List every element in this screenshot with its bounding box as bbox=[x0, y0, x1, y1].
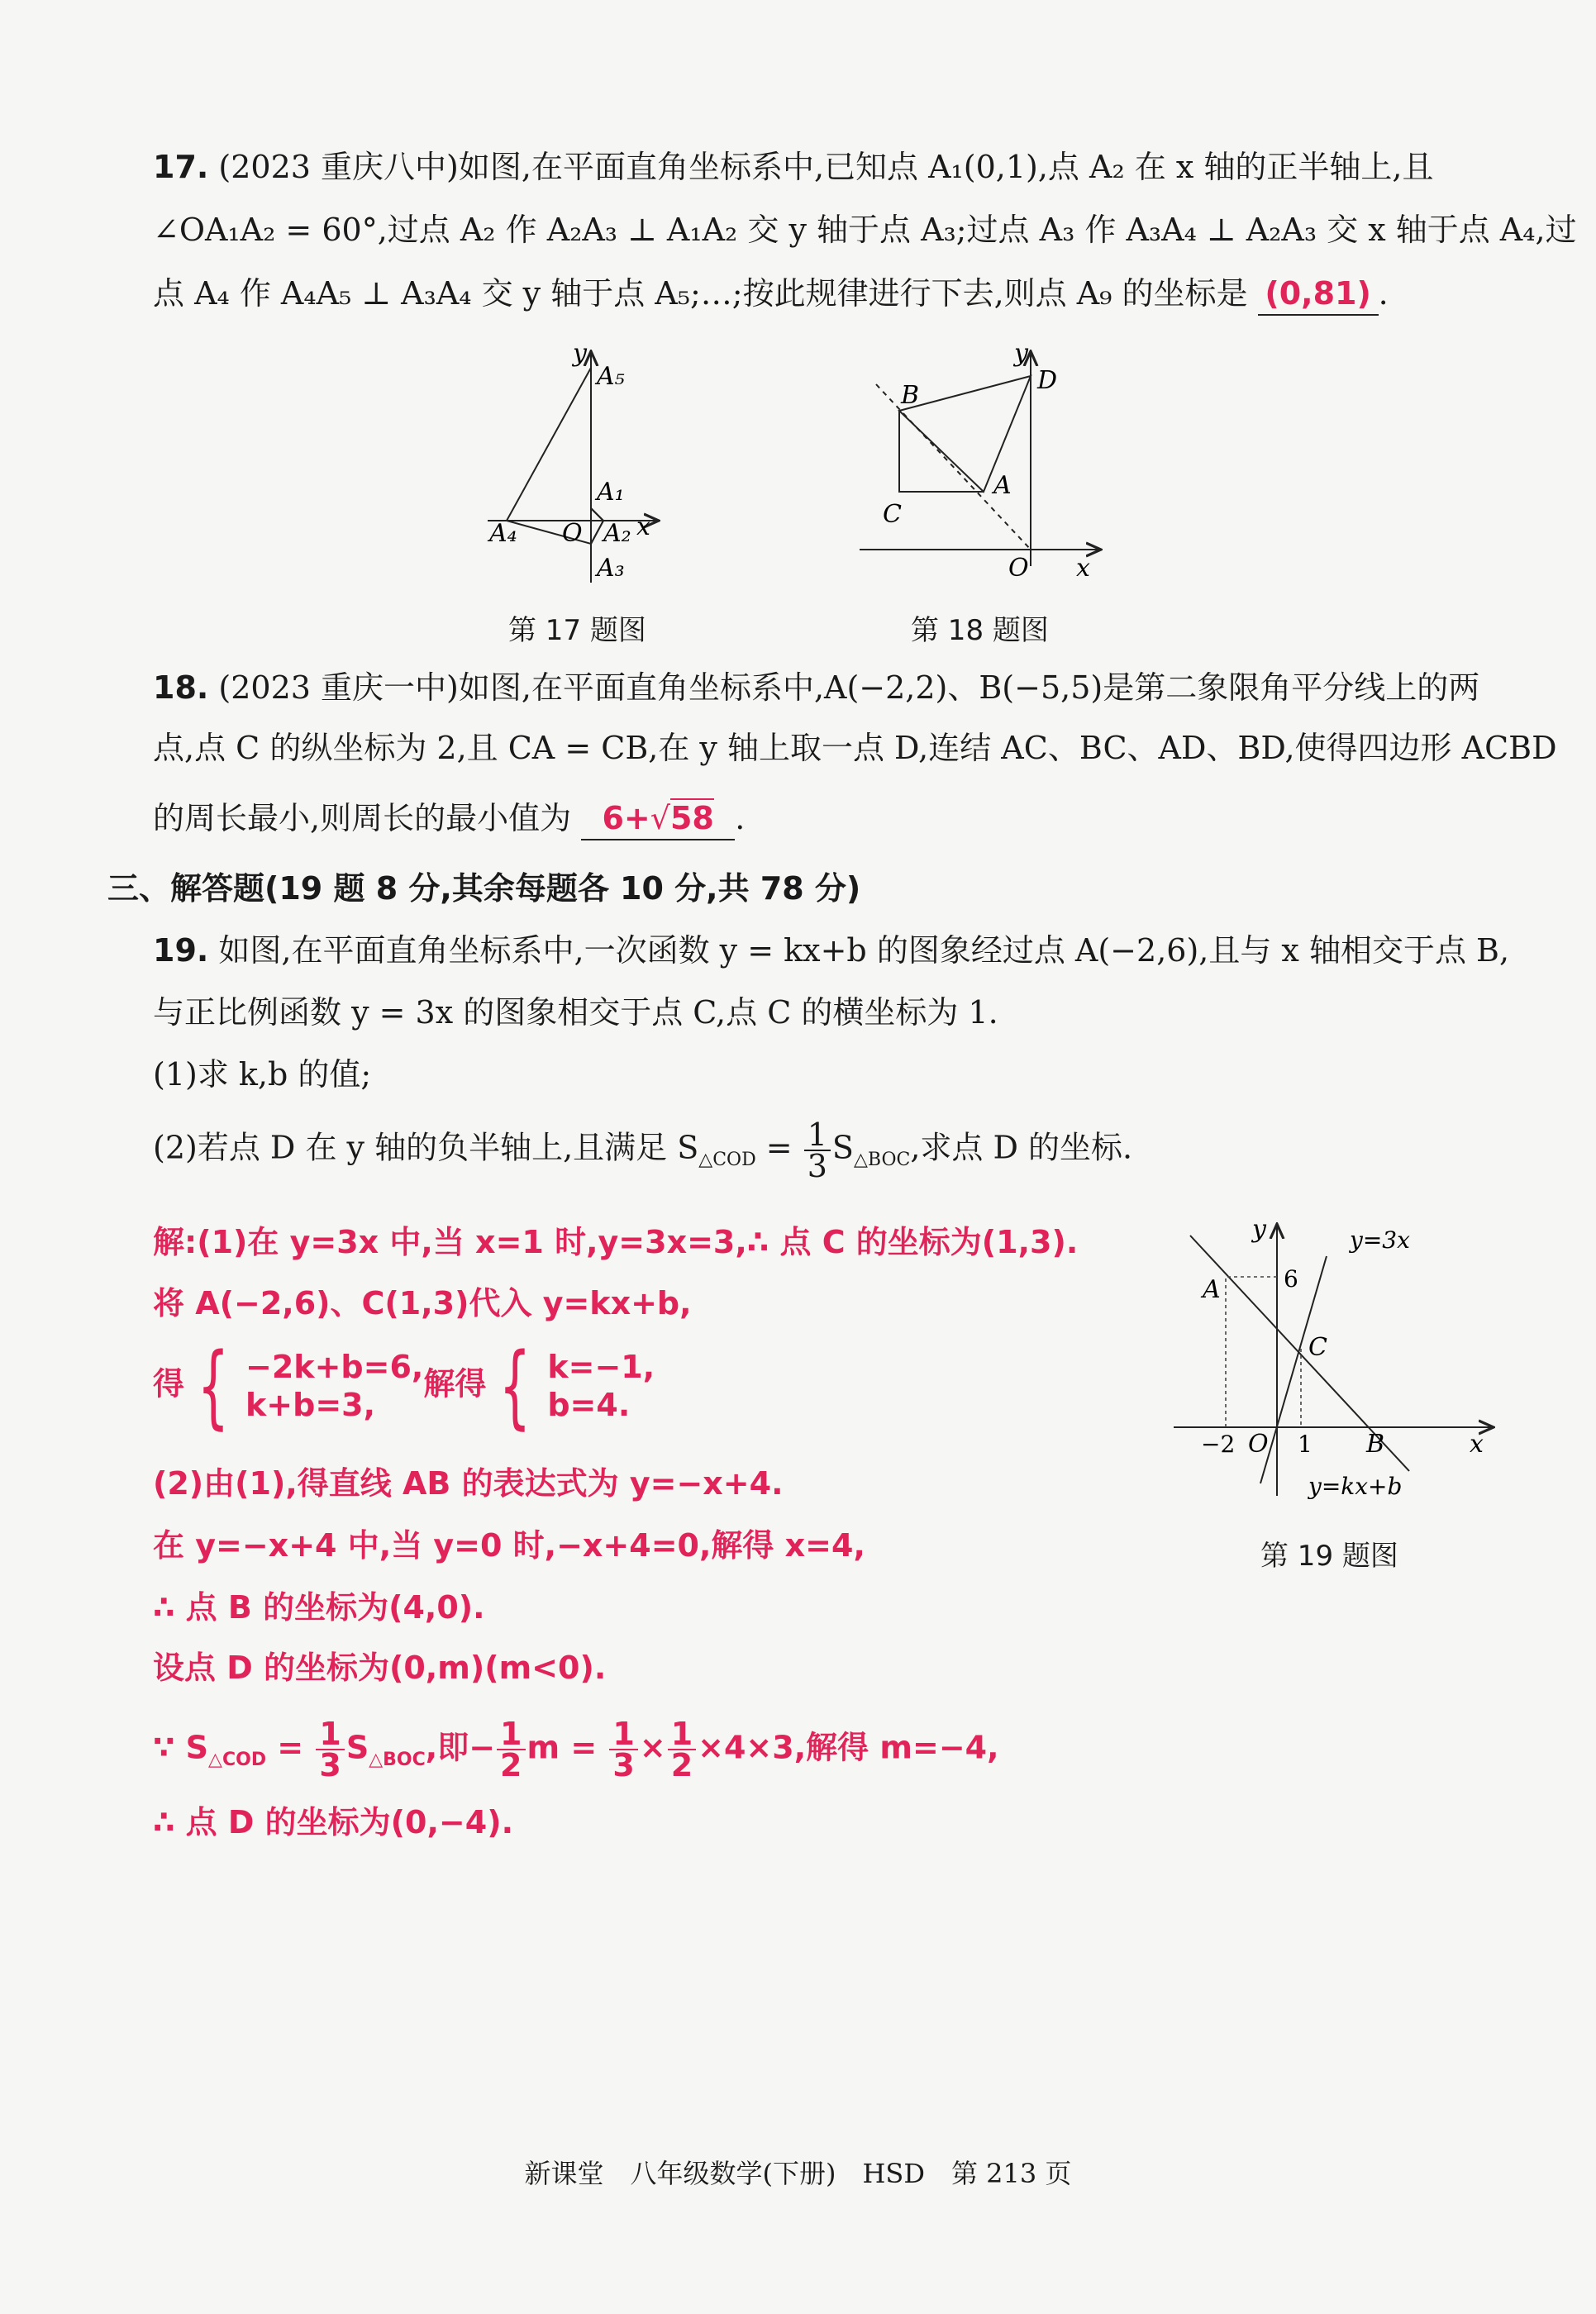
fig18-label-D: D bbox=[1037, 366, 1058, 395]
fig19-label-6: 6 bbox=[1284, 1265, 1298, 1293]
sys2-eq2: b=4. bbox=[547, 1387, 631, 1423]
figure-19 bbox=[1170, 1211, 1500, 1508]
q19-s: S bbox=[831, 1129, 854, 1166]
q19-text1: 如图,在平面直角坐标系中,一次函数 y = kx+b 的图象经过点 A(−2,6),且与 x 轴相交于点 B, bbox=[218, 932, 1510, 969]
q19-part2-text: (2)若点 D 在 y 轴的负半轴上,且满足 S bbox=[153, 1129, 699, 1166]
q18-text1: (2023 重庆一中)如图,在平面直角坐标系中,A(−2,2)、B(−5,5)是第二象限角平分线上的两 bbox=[218, 669, 1480, 706]
q18-number: 18. bbox=[153, 669, 209, 706]
sol8-frac1 bbox=[316, 1716, 344, 1783]
frac-num: 1 bbox=[804, 1120, 831, 1151]
q19-eq: = bbox=[755, 1129, 803, 1166]
sol8-c: m = bbox=[526, 1729, 608, 1766]
q19-part2 bbox=[153, 1117, 1133, 1184]
q19-part2-end: ,求点 D 的坐标. bbox=[910, 1129, 1133, 1166]
frac-num: 1 bbox=[497, 1719, 525, 1750]
sol-line7: 设点 D 的坐标为(0,m)(m<0). bbox=[153, 1650, 607, 1686]
fig19-label-y3x: y=3x bbox=[1350, 1226, 1410, 1254]
fig19-label-x: x bbox=[1470, 1430, 1484, 1459]
sol-line8 bbox=[153, 1716, 999, 1783]
figure-17 bbox=[479, 343, 669, 591]
brace-icon: { bbox=[197, 1333, 230, 1439]
fig19-label-ykxb: y=kx+b bbox=[1308, 1473, 1403, 1500]
frac-den: 3 bbox=[319, 1747, 341, 1783]
figure-18 bbox=[851, 343, 1116, 591]
fig17-label-A4: A₄ bbox=[489, 519, 517, 548]
sol8-sub2: △BOC bbox=[369, 1750, 426, 1771]
fig18-label-B: B bbox=[901, 381, 920, 410]
q17-number: 17. bbox=[153, 149, 209, 185]
fig19-label-B: B bbox=[1366, 1430, 1385, 1459]
sol8-frac2 bbox=[497, 1716, 525, 1783]
fig19-guide-A bbox=[1226, 1277, 1277, 1427]
q19-line1 bbox=[153, 930, 1509, 971]
fig17-label-A2: A₂ bbox=[603, 519, 631, 548]
q18-answer-blank bbox=[581, 798, 735, 840]
sol-line9: ∴ 点 D 的坐标为(0,−4). bbox=[153, 1804, 513, 1840]
q18-answer-radicand: 58 bbox=[669, 800, 714, 836]
sol8-frac4 bbox=[668, 1716, 696, 1783]
fig17-label-O: O bbox=[562, 519, 583, 548]
frac-den: 3 bbox=[807, 1148, 827, 1184]
fig18-label-O: O bbox=[1008, 554, 1029, 583]
sol8-d: × bbox=[639, 1729, 666, 1766]
sol8-frac3 bbox=[609, 1716, 637, 1783]
fig18-label-x: x bbox=[1076, 554, 1090, 583]
q19-part1: (1)求 k,b 的值; bbox=[153, 1056, 372, 1093]
q17-line2: ∠OA₁A₂ = 60°,过点 A₂ 作 A₂A₃ ⊥ A₁A₂ 交 y 轴于点 A₃;过点 A₃ 作 A₃A₄ ⊥ A₂A₃ 交 x 轴于点 A₄,过 bbox=[153, 212, 1577, 248]
fig17-label-A1: A₁ bbox=[597, 478, 625, 507]
fig19-label-A: A bbox=[1203, 1275, 1221, 1304]
q18-answer-int: 6+ bbox=[602, 800, 650, 836]
frac-num: 1 bbox=[316, 1719, 344, 1750]
q17-line1 bbox=[153, 146, 1433, 188]
sys1-eq2: k+b=3, bbox=[245, 1387, 376, 1423]
q19-fraction bbox=[804, 1117, 831, 1184]
q18-text3: 的周长最小,则周长的最小值为 bbox=[153, 800, 572, 836]
fig19-caption: 第 19 题图 bbox=[1260, 1540, 1398, 1573]
q17-line3 bbox=[153, 273, 1389, 316]
fig19-label-y: y bbox=[1252, 1215, 1266, 1244]
q17-text3: 点 A₄ 作 A₄A₅ ⊥ A₃A₄ 交 y 轴于点 A₅;…;按此规律进行下去,则点 A₉ 的坐标是 bbox=[153, 275, 1248, 312]
sol-line6: ∴ 点 B 的坐标为(4,0). bbox=[153, 1589, 485, 1626]
fig19-label-C: C bbox=[1308, 1333, 1327, 1362]
q18-line1 bbox=[153, 667, 1479, 708]
frac-num: 1 bbox=[668, 1719, 696, 1750]
sol-line4: (2)由(1),得直线 AB 的表达式为 y=−x+4. bbox=[153, 1465, 784, 1502]
q18-line3 bbox=[153, 798, 745, 840]
fig18-caption: 第 18 题图 bbox=[911, 614, 1049, 647]
fig19-label-1: 1 bbox=[1298, 1431, 1313, 1458]
q17-end: . bbox=[1378, 275, 1389, 312]
fig17-label-x: x bbox=[636, 512, 650, 541]
q18-line2: 点,点 C 的纵坐标为 2,且 CA = CB,在 y 轴上取一点 D,连结 AC、BC、AD、BD,使得四边形 ACBD bbox=[153, 730, 1557, 766]
sol-jiede: 解得 bbox=[423, 1365, 487, 1402]
sol-line5: 在 y=−x+4 中,当 y=0 时,−x+4=0,解得 x=4, bbox=[153, 1527, 865, 1564]
q18-end: . bbox=[735, 800, 746, 836]
q19-sub-boc: △BOC bbox=[853, 1150, 911, 1171]
sol8-eq: = bbox=[266, 1729, 315, 1766]
frac-num: 1 bbox=[609, 1719, 637, 1750]
fig18-label-A: A bbox=[993, 471, 1012, 500]
fig17-label-A3: A₃ bbox=[597, 554, 625, 583]
q17-answer: (0,81) bbox=[1265, 275, 1371, 312]
frac-den: 3 bbox=[612, 1747, 635, 1783]
sol-de: 得 bbox=[153, 1365, 185, 1402]
sol-line2: 将 A(−2,6)、C(1,3)代入 y=kx+b, bbox=[153, 1285, 692, 1321]
sys1-eq1: −2k+b=6, bbox=[245, 1349, 424, 1385]
sol8-a: ∵ S bbox=[153, 1729, 209, 1766]
sys2-eq1: k=−1, bbox=[547, 1349, 655, 1385]
page-footer: 新课堂 八年级数学(下册) HSD 第 213 页 bbox=[524, 2158, 1072, 2189]
q17-text1: (2023 重庆八中)如图,在平面直角坐标系中,已知点 A₁(0,1),点 A₂ 在 x 轴的正半轴上,且 bbox=[218, 149, 1434, 185]
fig19-label-neg2: −2 bbox=[1201, 1431, 1236, 1458]
fig18-label-C: C bbox=[883, 500, 902, 529]
fig19-label-O: O bbox=[1248, 1430, 1269, 1459]
fig17-label-y: y bbox=[573, 343, 587, 368]
fig17-spiral bbox=[507, 368, 603, 544]
fig18-label-y: y bbox=[1014, 343, 1028, 368]
sol8-b: ,即− bbox=[425, 1729, 496, 1766]
sqrt-symbol: √ bbox=[650, 800, 670, 836]
sol8-s: S bbox=[345, 1729, 369, 1766]
sol-system1 bbox=[184, 1333, 424, 1439]
frac-den: 2 bbox=[670, 1747, 693, 1783]
sol-line1: 解:(1)在 y=3x 中,当 x=1 时,y=3x=3,∴ 点 C 的坐标为(1,3). bbox=[153, 1224, 1079, 1260]
q19-number: 19. bbox=[153, 932, 209, 969]
section-heading: 三、解答题(19 题 8 分,其余每题各 10 分,共 78 分) bbox=[107, 870, 861, 907]
sol8-e: ×4×3,解得 m=−4, bbox=[698, 1729, 999, 1766]
brace-icon: { bbox=[499, 1333, 531, 1439]
q19-line2: 与正比例函数 y = 3x 的图象相交于点 C,点 C 的横坐标为 1. bbox=[153, 994, 998, 1031]
q17-answer-blank bbox=[1258, 273, 1379, 316]
sol8-sub1: △COD bbox=[208, 1750, 267, 1771]
sol-line3 bbox=[153, 1333, 655, 1439]
sol-system2 bbox=[486, 1333, 655, 1439]
frac-den: 2 bbox=[500, 1747, 522, 1783]
fig17-label-A5: A₅ bbox=[597, 362, 625, 391]
q19-sub-cod: △COD bbox=[698, 1150, 756, 1171]
fig17-caption: 第 17 题图 bbox=[508, 614, 646, 647]
